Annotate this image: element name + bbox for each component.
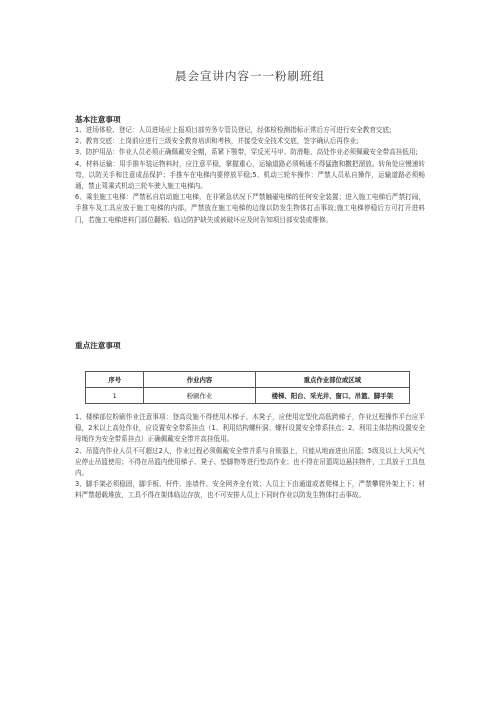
basic-section-body: [75, 125, 425, 226]
table-cell: 楼梯、阳台、采光井、窗口、吊篮、脚手架: [255, 388, 409, 404]
key-item: 1、楼梯部位粉刷作业注意事项：登高设施不得使用木梯子、木凳子，应使用定型化高低跨梯子，作业过程操作平台应平稳，2米以上高处作业，应设置安全带系挂点（1、利用结构螺杆洞、螺杆设置安全带系挂点；2、利用主体结构设置安全母绳作为安全带系挂点）正确佩戴安全带并高挂低用。: [75, 413, 425, 444]
key-work-table: [85, 371, 410, 404]
basic-item: 1、进场体检、登记：人员进场应上报项目部劳务专管员登记，经体检检测指标正常后方可进行安全教育交底;: [75, 126, 392, 134]
table-header-row: [86, 372, 410, 388]
basic-section-heading: 基本注意事项: [75, 115, 121, 124]
basic-item: 2、教育交底：上岗前应进行三级安全教育培训和考核，并接受安全技术交底，签字确认后再作业;: [75, 137, 359, 146]
table-row: [86, 388, 410, 404]
key-item: 3、脚手架必须稳固，脚手板、杆件、连墙件、安全网齐全有效；人员上下由通道或者爬梯上下，严禁攀爬外架上下；材料严禁超载堆放，工具不得在架体临边存放，也不可安排人员上下同时作业以防发生物体打击事故。: [75, 480, 425, 500]
key-section-heading: 重点注意事项: [75, 341, 121, 350]
key-section-body: [75, 412, 425, 502]
table-cell: 粉刷作业: [144, 388, 255, 404]
table-cell: 1: [86, 388, 144, 404]
table-header-cell: 重点作业部位或区域: [255, 372, 409, 388]
basic-item: 6、乘坐施工电梯：严禁私自启动施工电梯，在非紧急状况下严禁触碰电梯的任何安全装置；进入施工电梯后严禁打闹，手推车及工具应放于施工电梯的内部，严禁放在施工电梯的边缘以防发生物体打击事故;施工电梯停稳后方可打开进料门，若施工电梯进料门部位翻板、临边防护缺失或被破坏应及时告知项目部安装或维修。: [75, 193, 425, 224]
page-title: 晨会宣讲内容一一粉刷班组: [175, 69, 325, 83]
table-header-cell: 序号: [86, 372, 144, 388]
key-item: 2、吊篮内作业人员不可超过2人，作业过程必须佩戴安全带并系与自锁器上，只能从地面进出吊篮；5级及以上大风天气应停止吊篮使用；不得在吊篮内使用梯子、凳子、垫脚物等进行垫高作业；也不得在吊篮周边悬挂物件，工具放于工具包内。: [75, 446, 425, 478]
basic-item: 3、防护用品：作业人员必须正确佩戴安全帽，系紧下颚带，穿反光马甲、防滑鞋、高处作业必须佩戴安全带高挂低用;: [75, 148, 418, 157]
basic-item: 4、材料运输：用手推车装运物料时，应注意平稳，掌握重心，运输道路必须畅通不得猛跑和撒把溜放。转角处应慢速转弯，以防关手和注意成品保护；手推车在电梯内要停放平稳;5、机动三轮车操作：严禁人员私自操作，运输道路必须畅通，禁止驾乘式机动三轮车驶入施工电梯内。: [75, 159, 425, 191]
table-header-cell: 作业内容: [144, 372, 255, 388]
